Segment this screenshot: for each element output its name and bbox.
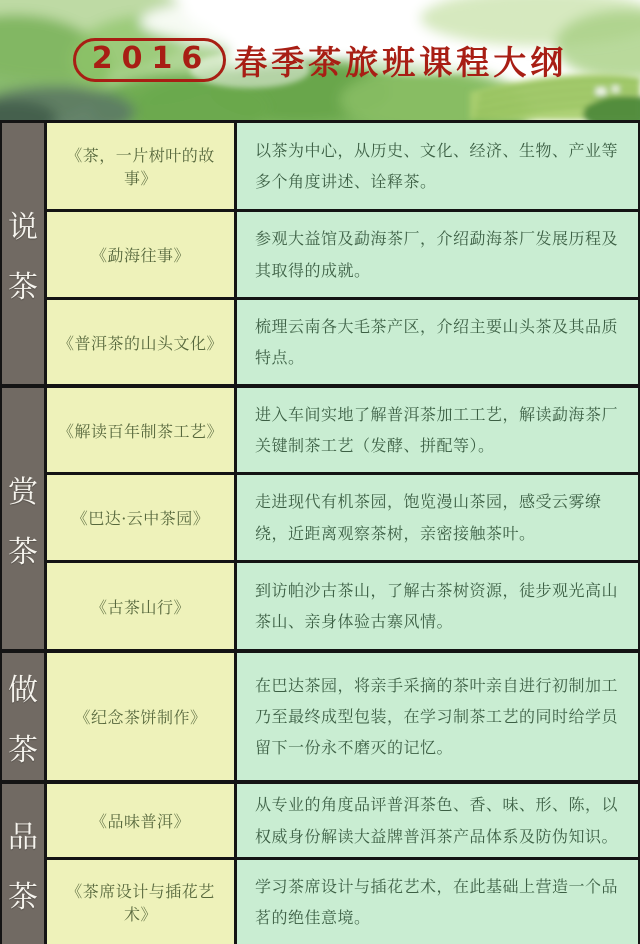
course-title: 《品味普洱》 [90, 812, 190, 831]
description-text: 梳理云南各大毛茶产区，介绍主要山头茶及其品质特点。 [255, 316, 619, 367]
table-row [47, 388, 638, 475]
description-cell [237, 653, 638, 780]
course-cell [47, 300, 237, 384]
group-label [2, 388, 47, 649]
course-title: 《勐海往事》 [90, 246, 190, 265]
table-group [2, 123, 638, 388]
course-title: 《古茶山行》 [90, 597, 190, 617]
table-row [47, 300, 638, 384]
description-text: 学习茶席设计与插花艺术，在此基础上营造一个品茗的绝佳意境。 [255, 876, 619, 927]
description-text: 从专业的角度品评普洱茶色、香、味、形、陈，以权威身份解读大益牌普洱茶产品体系及防伪知识。 [255, 795, 619, 846]
title-text: 春季茶旅班课程大纲 [234, 42, 568, 82]
description-text: 参观大益馆及勐海茶厂，介绍勐海茶厂发展历程及其取得的成就。 [255, 229, 619, 280]
group-rows [47, 388, 638, 649]
course-cell [47, 388, 237, 472]
table-row [47, 860, 638, 944]
description-cell [237, 563, 638, 649]
course-title: 《普洱茶的山头文化》 [57, 333, 223, 353]
group-label-char: 茶 [8, 732, 38, 768]
table-row [47, 784, 638, 860]
course-cell [47, 475, 237, 560]
table-group [2, 784, 638, 944]
group-label-char: 赏 [8, 474, 38, 510]
group-label-char: 品 [8, 820, 38, 855]
course-cell [47, 860, 237, 944]
description-text: 走进现代有机茶园，饱览漫山茶园，感受云雾缭绕，近距离观察茶树，亲密接触茶叶。 [255, 492, 602, 543]
description-text: 到访帕沙古茶山，了解古茶树资源，徒步观光高山茶山、亲身体验古寨风情。 [255, 580, 619, 631]
group-label-char: 茶 [8, 269, 38, 305]
course-title: 《巴达·云中茶园》 [71, 509, 210, 528]
curriculum-table [0, 120, 640, 944]
description-cell [237, 300, 638, 384]
description-cell [237, 860, 638, 944]
title-year-badge: 2016 [73, 38, 227, 82]
group-label-char: 茶 [8, 534, 38, 570]
description-cell [237, 784, 638, 857]
course-title: 《茶席设计与插花艺术》 [66, 882, 215, 924]
page-title [0, 0, 640, 120]
header [0, 0, 640, 120]
course-cell [47, 563, 237, 649]
course-cell [47, 653, 237, 780]
description-cell [237, 123, 638, 209]
group-label [2, 653, 47, 780]
description-text: 进入车间实地了解普洱茶加工工艺，解读勐海茶厂关键制茶工艺（发酵、拼配等）。 [255, 404, 619, 455]
group-rows [47, 123, 638, 384]
table-row [47, 212, 638, 300]
course-title: 《纪念茶饼制作》 [74, 708, 207, 727]
group-rows [47, 653, 638, 780]
group-label [2, 123, 47, 384]
group-label-char: 做 [8, 672, 38, 708]
course-title: 《茶，一片树叶的故事》 [66, 146, 215, 188]
course-cell [47, 212, 237, 297]
table-row [47, 563, 638, 649]
table-row [47, 123, 638, 212]
table-row [47, 475, 638, 563]
description-text: 在巴达茶园，将亲手采摘的茶叶亲自进行初制加工乃至最终成型包装，在学习制茶工艺的同时给学员留下一份永不磨灭的记忆。 [255, 675, 619, 758]
table-group [2, 653, 638, 784]
table-row [47, 653, 638, 780]
course-cell [47, 123, 237, 209]
table-group [2, 388, 638, 653]
course-cell [47, 784, 237, 857]
group-label [2, 784, 47, 944]
course-title: 《解读百年制茶工艺》 [57, 421, 223, 441]
description-cell [237, 475, 638, 560]
description-text: 以茶为中心，从历史、文化、经济、生物、产业等多个角度讲述、诠释茶。 [255, 140, 619, 191]
description-cell [237, 388, 638, 472]
group-rows [47, 784, 638, 944]
group-label-char: 说 [8, 209, 38, 245]
group-label-char: 茶 [8, 880, 38, 915]
description-cell [237, 212, 638, 297]
